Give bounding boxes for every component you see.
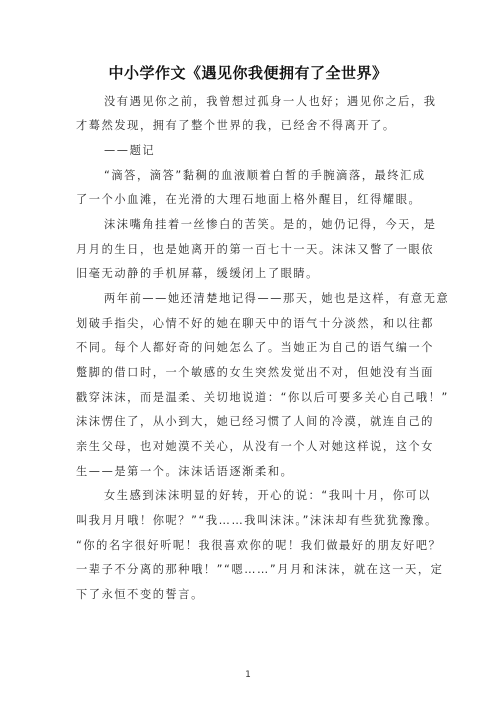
paragraph-line: 生——是第一个。沫沫话语逐渐柔和。 bbox=[76, 465, 294, 478]
paragraph-line: 蹩脚的借口时，一个敏感的女生突然发觉出不对，但她没有当面 bbox=[76, 366, 435, 379]
epigraph-attribution: ——题记 bbox=[104, 144, 156, 157]
paragraph-line: 划破手指尖，心情不好的她在聊天中的语气十分淡然，和以往都 bbox=[76, 317, 435, 330]
document-title: 中小学作文《遇见你我便拥有了全世界》 bbox=[108, 64, 388, 82]
page-number: 1 bbox=[245, 670, 251, 680]
paragraph-line: 戳穿沫沫，而是温柔、关切地说道：“你以后可要多关心自己哦！” bbox=[76, 391, 449, 404]
paragraph-line: 沫沫愣住了，从小到大，她已经习惯了人间的冷漠，就连自己的 bbox=[76, 415, 435, 428]
paragraph-line: “你的名字很好听呢！我很喜欢你的呢！我们做最好的朋友好吧？ bbox=[76, 539, 442, 552]
paragraph-line: 一辈子不分离的那种哦！”“嗯……”月月和沫沫，就在这一天，定 bbox=[76, 563, 444, 576]
paragraph-line: 月月的生日，也是她离开的第一百七十一天。沫沫又瞥了一眼依 bbox=[76, 243, 435, 256]
paragraph-line: 亲生父母，也对她漠不关心，从没有一个人对她这样说，这个女 bbox=[76, 440, 435, 453]
paragraph-line: “滴答，滴答”黏稠的血液顺着白皙的手腕滴落，最终汇成 bbox=[104, 169, 426, 182]
paragraph-line: 女生感到沫沫明显的好转，开心的说：“我叫十月，你可以 bbox=[104, 489, 432, 502]
paragraph-line: 两年前——她还清楚地记得——那天，她也是这样，有意无意 bbox=[104, 292, 450, 305]
paragraph-line: 才蓦然发现，拥有了整个世界的我，已经舍不得离开了。 bbox=[76, 119, 396, 132]
paragraph-line: 旧毫无动静的手机屏幕，缓缓闭上了眼睛。 bbox=[76, 267, 319, 280]
paragraph-line: 沫沫嘴角挂着一丝惨白的苦笑。是的，她仍记得，今天，是 bbox=[104, 218, 437, 231]
paragraph-line: 不同。每个人都好奇的问她怎么了。当她正为自己的语气编一个 bbox=[76, 341, 435, 354]
paragraph-line: 了一个小血滩，在光滑的大理石地面上格外醒目，红得耀眼。 bbox=[76, 193, 422, 206]
paragraph-line: 下了永恒不变的誓言。 bbox=[76, 588, 204, 601]
paragraph-line: 没有遇见你之前，我曾想过孤身一人也好；遇见你之后，我 bbox=[104, 95, 437, 108]
paragraph-line: 叫我月月哦！你呢？”“我……我叫沫沫。”沫沫却有些犹犹豫豫。 bbox=[76, 514, 438, 527]
